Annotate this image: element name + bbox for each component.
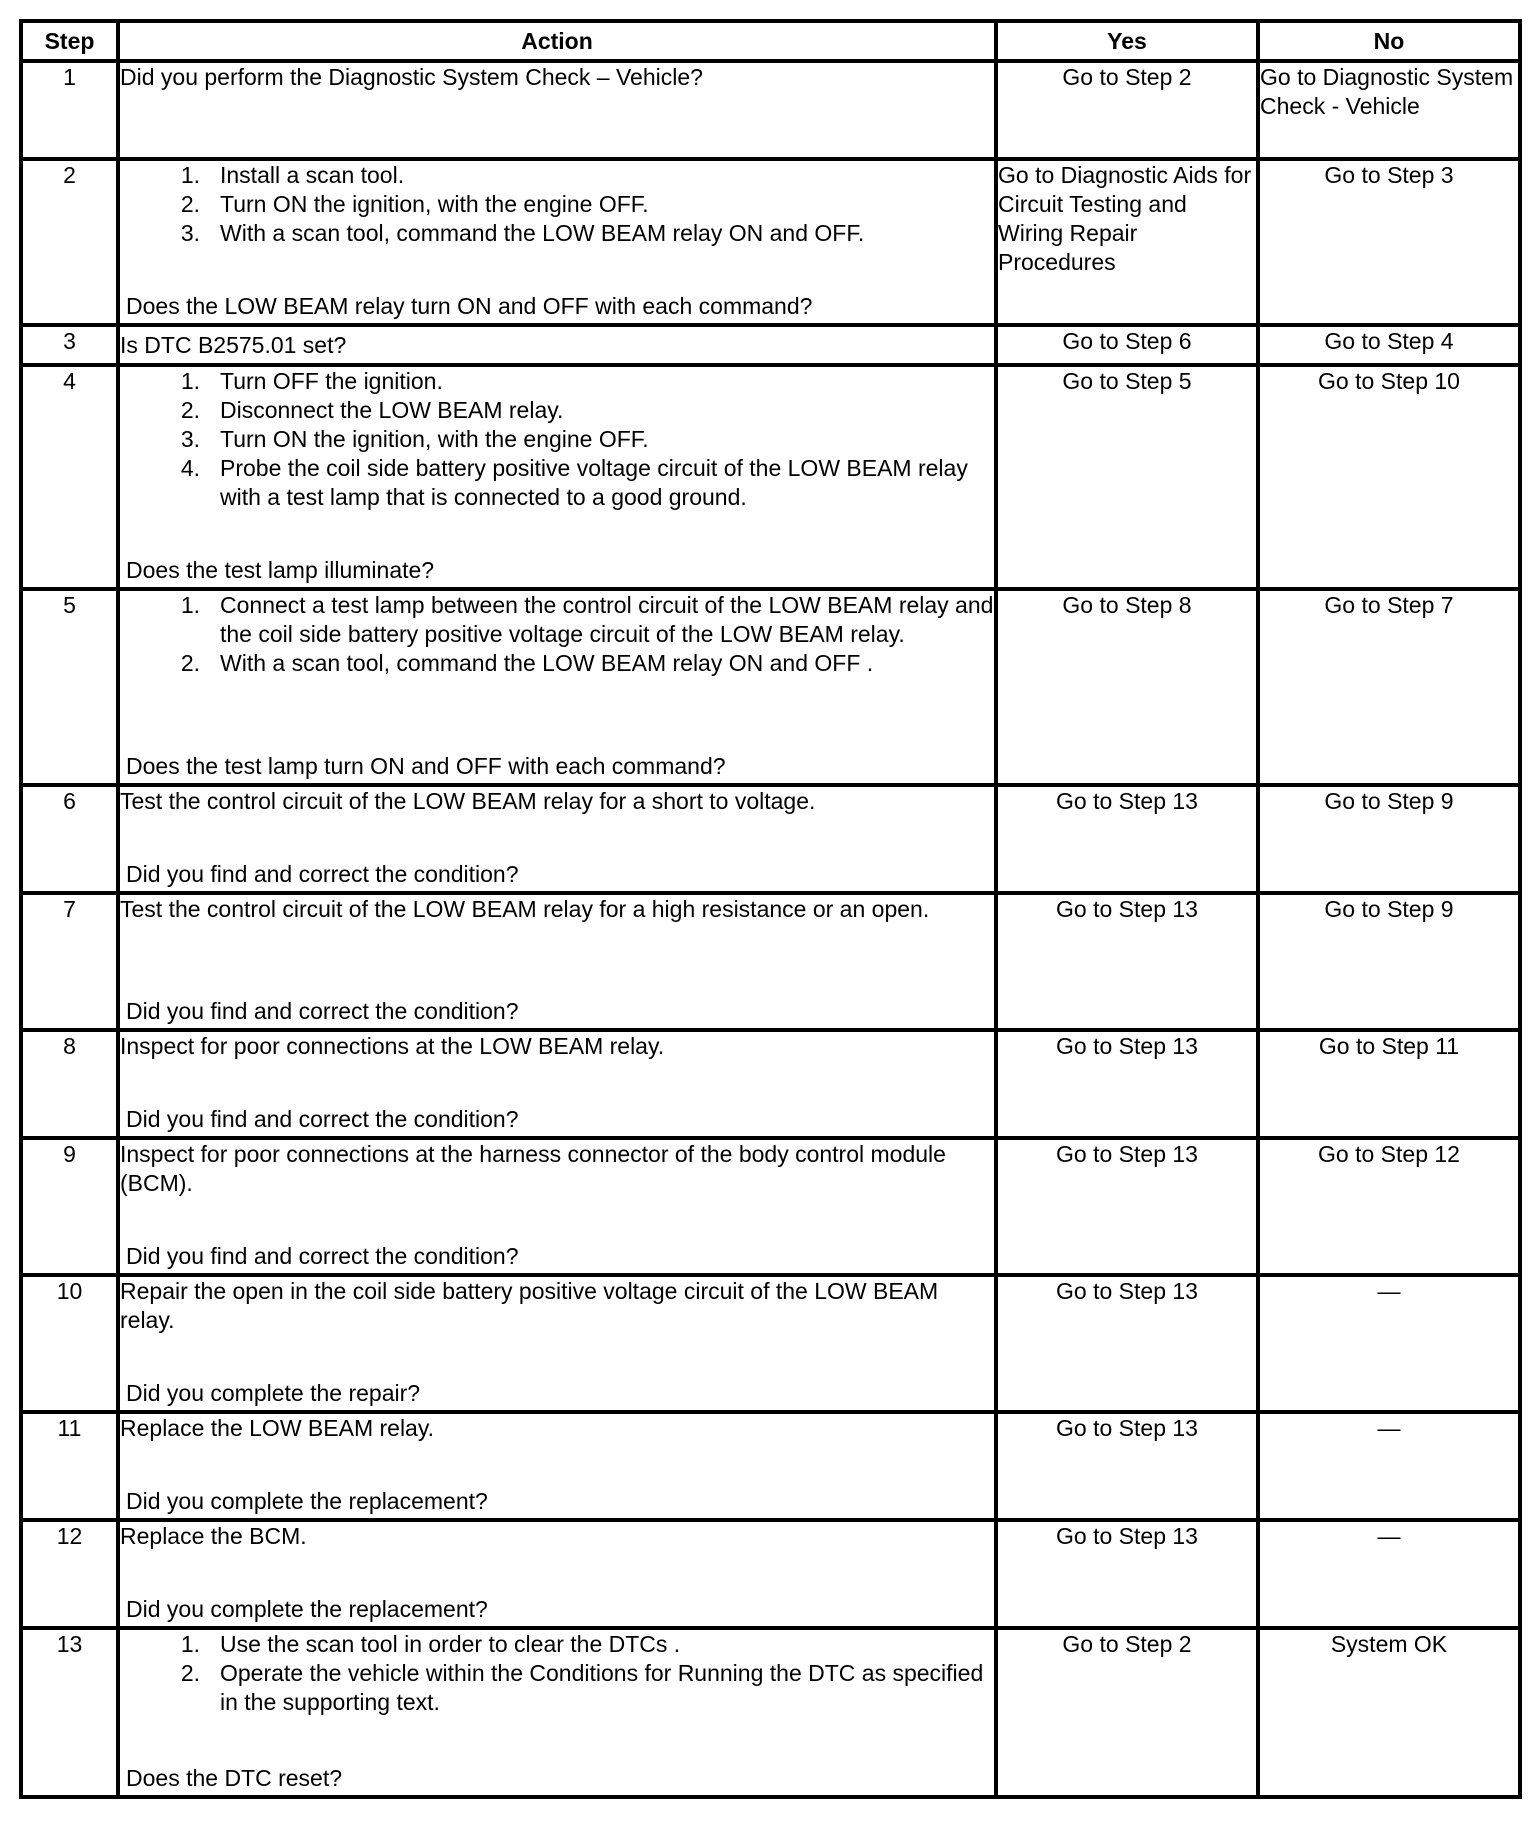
no-cell: —: [1258, 1275, 1520, 1412]
action-text: Test the control circuit of the LOW BEAM relay for a short to voltage.: [120, 788, 816, 814]
no-cell: Go to Step 7: [1258, 589, 1520, 785]
action-question: Did you complete the repair?: [126, 1380, 421, 1406]
yes-cell: Go to Step 2: [996, 1628, 1258, 1797]
table-row: [21, 785, 1520, 893]
action-question: Does the test lamp illuminate?: [126, 557, 435, 583]
table-row: [21, 1275, 1520, 1412]
step-number: 6: [21, 785, 118, 893]
diagnostic-table-container: [19, 19, 1518, 1799]
table-row: [21, 1138, 1520, 1275]
action-steps: [120, 1630, 994, 1717]
action-steps: [120, 591, 994, 678]
action-step-item: 2. With a scan tool, command the LOW BEAM relay ON and OFF .: [180, 650, 874, 676]
step-number: 11: [21, 1412, 118, 1520]
step-number: 2: [21, 159, 118, 325]
no-cell: —: [1258, 1520, 1520, 1628]
no-cell: Go to Step 11: [1258, 1030, 1520, 1138]
action-step-item: 1. Use the scan tool in order to clear the DTCs .: [180, 1631, 681, 1657]
action-text: Inspect for poor connections at the LOW BEAM relay.: [120, 1033, 665, 1059]
action-question: Did you complete the replacement?: [126, 1596, 488, 1622]
no-cell: Go to Step 9: [1258, 893, 1520, 1030]
diagnostic-table: [19, 19, 1522, 1799]
header-yes: Yes: [996, 21, 1258, 61]
yes-cell: Go to Step 13: [996, 1138, 1258, 1275]
action-cell: [118, 1275, 996, 1412]
step-number: 8: [21, 1030, 118, 1138]
no-cell: —: [1258, 1412, 1520, 1520]
action-text: Test the control circuit of the LOW BEAM relay for a high resistance or an open.: [120, 896, 930, 922]
no-cell: Go to Step 3: [1258, 159, 1520, 325]
yes-cell: Go to Step 13: [996, 1412, 1258, 1520]
step-number: 9: [21, 1138, 118, 1275]
action-step-item: 3. Turn ON the ignition, with the engine OFF.: [180, 426, 649, 452]
header-row: [21, 21, 1520, 61]
table-row: [21, 1628, 1520, 1797]
step-number: 4: [21, 365, 118, 589]
action-cell: [118, 365, 996, 589]
table-row: [21, 1412, 1520, 1520]
table-row: [21, 1030, 1520, 1138]
yes-cell: Go to Step 13: [996, 1275, 1258, 1412]
no-cell: Go to Step 9: [1258, 785, 1520, 893]
table-row: [21, 589, 1520, 785]
action-question: Did you find and correct the condition?: [126, 861, 519, 887]
yes-cell: Go to Step 6: [996, 325, 1258, 365]
no-cell: Go to Step 10: [1258, 365, 1520, 589]
table-row: [21, 1520, 1520, 1628]
action-cell: [118, 1520, 996, 1628]
step-number: 10: [21, 1275, 118, 1412]
table-row: [21, 325, 1520, 365]
action-step-item: 3. With a scan tool, command the LOW BEAM relay ON and OFF.: [180, 220, 865, 246]
action-step-item: 2. Turn ON the ignition, with the engine OFF.: [180, 191, 649, 217]
no-cell: Go to Step 4: [1258, 325, 1520, 365]
yes-cell: Go to Diagnostic Aids for Circuit Testing and Wiring Repair Procedures: [996, 159, 1258, 325]
header-step: Step: [21, 21, 118, 61]
action-cell: [118, 589, 996, 785]
yes-cell: Go to Step 2: [996, 61, 1258, 159]
yes-cell: Go to Step 8: [996, 589, 1258, 785]
step-number: 13: [21, 1628, 118, 1797]
yes-cell: Go to Step 13: [996, 785, 1258, 893]
action-step-item: 2. Operate the vehicle within the Conditions for Running the DTC as specified in the supporting text.: [180, 1660, 984, 1715]
no-cell: Go to Step 12: [1258, 1138, 1520, 1275]
action-cell: [118, 61, 996, 159]
action-step-item: 2. Disconnect the LOW BEAM relay.: [180, 397, 564, 423]
action-question: Does the LOW BEAM relay turn ON and OFF with each command?: [126, 293, 813, 319]
yes-cell: Go to Step 13: [996, 893, 1258, 1030]
action-step-item: 1. Install a scan tool.: [180, 162, 405, 188]
action-cell: [118, 159, 996, 325]
table-row: [21, 365, 1520, 589]
action-question: Does the test lamp turn ON and OFF with each command?: [126, 753, 726, 779]
table-row: [21, 61, 1520, 159]
action-step-item: 4. Probe the coil side battery positive voltage circuit of the LOW BEAM relay with a test lamp that is connected to a good ground.: [180, 455, 968, 510]
action-question: Did you find and correct the condition?: [126, 998, 519, 1024]
action-question: Did you find and correct the condition?: [126, 1106, 519, 1132]
action-step-item: 1. Turn OFF the ignition.: [180, 368, 443, 394]
action-cell: [118, 1138, 996, 1275]
action-text: Is DTC B2575.01 set?: [120, 331, 347, 358]
action-text: Did you perform the Diagnostic System Check – Vehicle?: [120, 64, 703, 90]
action-question: Does the DTC reset?: [126, 1765, 343, 1791]
action-text: Replace the BCM.: [120, 1523, 307, 1549]
step-number: 5: [21, 589, 118, 785]
action-text: Inspect for poor connections at the harness connector of the body control module (BCM).: [120, 1141, 946, 1196]
action-text: Replace the LOW BEAM relay.: [120, 1415, 435, 1441]
action-cell: [118, 1412, 996, 1520]
action-question: Did you complete the replacement?: [126, 1488, 488, 1514]
yes-cell: Go to Step 5: [996, 365, 1258, 589]
step-number: 3: [21, 325, 118, 365]
action-question: Did you find and correct the condition?: [126, 1243, 519, 1269]
action-steps: [120, 367, 994, 512]
header-action: Action: [118, 21, 996, 61]
action-cell: [118, 325, 996, 365]
yes-cell: Go to Step 13: [996, 1030, 1258, 1138]
action-cell: [118, 1030, 996, 1138]
step-number: 7: [21, 893, 118, 1030]
table-row: [21, 159, 1520, 325]
no-cell: Go to Diagnostic System Check - Vehicle: [1258, 61, 1520, 159]
table-row: [21, 893, 1520, 1030]
step-number: 1: [21, 61, 118, 159]
action-cell: [118, 785, 996, 893]
no-cell: System OK: [1258, 1628, 1520, 1797]
action-cell: [118, 893, 996, 1030]
action-step-item: 1. Connect a test lamp between the control circuit of the LOW BEAM relay and the coil side battery positive voltage circuit of the LOW BEAM relay.: [180, 592, 994, 647]
action-cell: [118, 1628, 996, 1797]
header-no: No: [1258, 21, 1520, 61]
action-text: Repair the open in the coil side battery positive voltage circuit of the LOW BEAM relay.: [120, 1278, 939, 1333]
yes-cell: Go to Step 13: [996, 1520, 1258, 1628]
step-number: 12: [21, 1520, 118, 1628]
action-steps: [120, 161, 994, 248]
